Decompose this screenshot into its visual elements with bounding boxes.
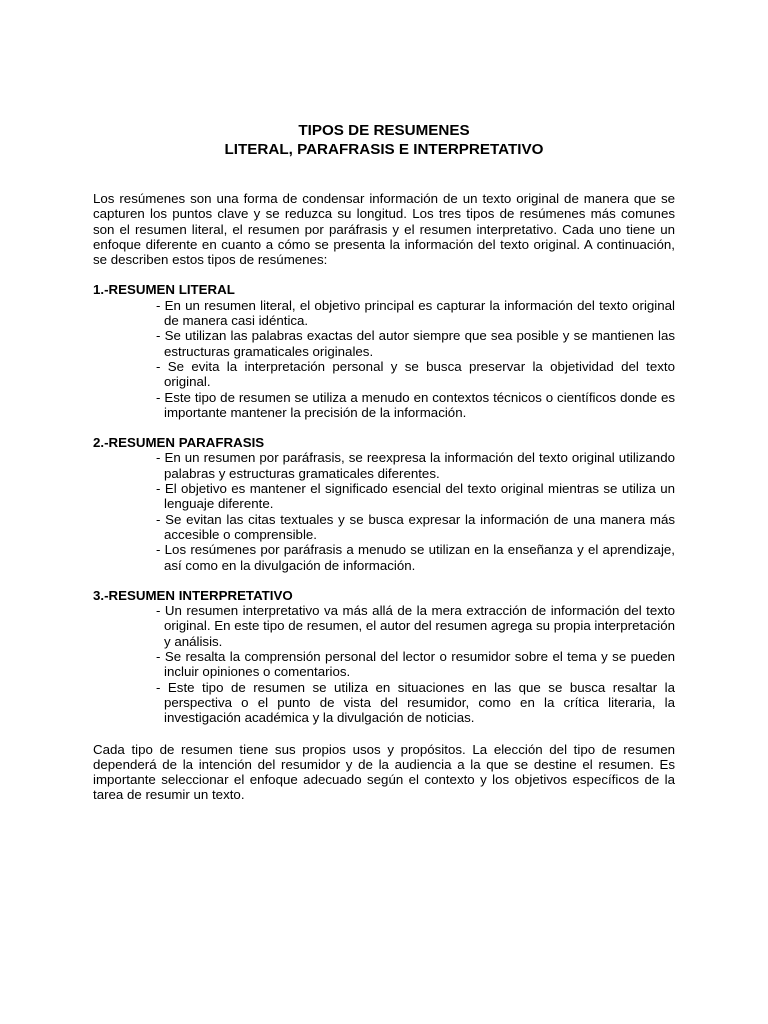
bullet-item: - Se resalta la comprensión personal del lector o resumidor sobre el tema y se pueden incluir opiniones o comentarios. — [156, 649, 675, 680]
intro-paragraph: Los resúmenes son una forma de condensar información de un texto original de manera que se capturen los puntos clave y se reduzca su longitud. Los tres tipos de resúmenes más comunes son el resumen literal, el resumen por paráfrasis y el resumen interpretativo. Cada uno tiene un enfoque diferente en cuanto a cómo se presenta la información del texto original. A continuación, se describen estos tipos de resúmenes: — [93, 191, 675, 268]
section-heading: 1.-RESUMEN LITERAL — [93, 282, 235, 298]
title-line-2: LITERAL, PARAFRASIS E INTERPRETATIVO — [224, 141, 544, 158]
bullet-item: - Los resúmenes por paráfrasis a menudo se utilizan en la enseñanza y el aprendizaje, así como en la divulgación de información. — [156, 542, 675, 573]
section-heading: 3.-RESUMEN INTERPRETATIVO — [93, 587, 293, 603]
bullet-list — [93, 450, 675, 572]
bullet-list — [93, 603, 675, 725]
bullet-item: - En un resumen por paráfrasis, se reexpresa la información del texto original utilizando palabras y estructuras gramaticales diferentes. — [156, 450, 675, 481]
document-page — [93, 121, 675, 803]
bullet-item: - Este tipo de resumen se utiliza en situaciones en las que se busca resaltar la perspectiva o el punto de vista del resumidor, como en la crítica literaria, la investigación académica y la divulgación de noticias. — [156, 679, 675, 726]
bullet-item: - Se utilizan las palabras exactas del autor siempre que sea posible y se mantienen las estructuras gramaticales originales. — [156, 328, 675, 359]
document-title — [93, 121, 675, 159]
closing-paragraph: Cada tipo de resumen tiene sus propios usos y propósitos. La elección del tipo de resumen dependerá de la intención del resumidor y de la audiencia a la que se destine el resumen. Es importante seleccionar el enfoque adecuado según el contexto y los objetivos específicos de la tarea de resumir un texto. — [93, 741, 675, 803]
bullet-item: - El objetivo es mantener el significado esencial del texto original mientras se utiliza un lenguaje diferente. — [156, 481, 675, 512]
title-line-1: TIPOS DE RESUMENES — [298, 122, 470, 139]
bullet-item: - Se evitan las citas textuales y se busca expresar la información de una manera más accesible o comprensible. — [156, 511, 675, 542]
section-resumen-literal — [93, 282, 675, 420]
section-resumen-interpretativo — [93, 588, 675, 726]
section-resumen-parafrasis — [93, 435, 675, 573]
bullet-item: - Este tipo de resumen se utiliza a menudo en contextos técnicos o científicos donde es importante mantener la precisión de la información. — [156, 389, 675, 420]
bullet-item: - En un resumen literal, el objetivo principal es capturar la información del texto original de manera casi idéntica. — [156, 297, 675, 329]
bullet-item: - Se evita la interpretación personal y se busca preservar la objetividad del texto original. — [156, 358, 675, 390]
section-heading: 2.-RESUMEN PARAFRASIS — [93, 435, 265, 451]
bullet-list — [93, 298, 675, 420]
bullet-item: - Un resumen interpretativo va más allá de la mera extracción de información del texto original. En este tipo de resumen, el autor del resumen agrega su propia interpretación y análisis. — [156, 603, 675, 649]
